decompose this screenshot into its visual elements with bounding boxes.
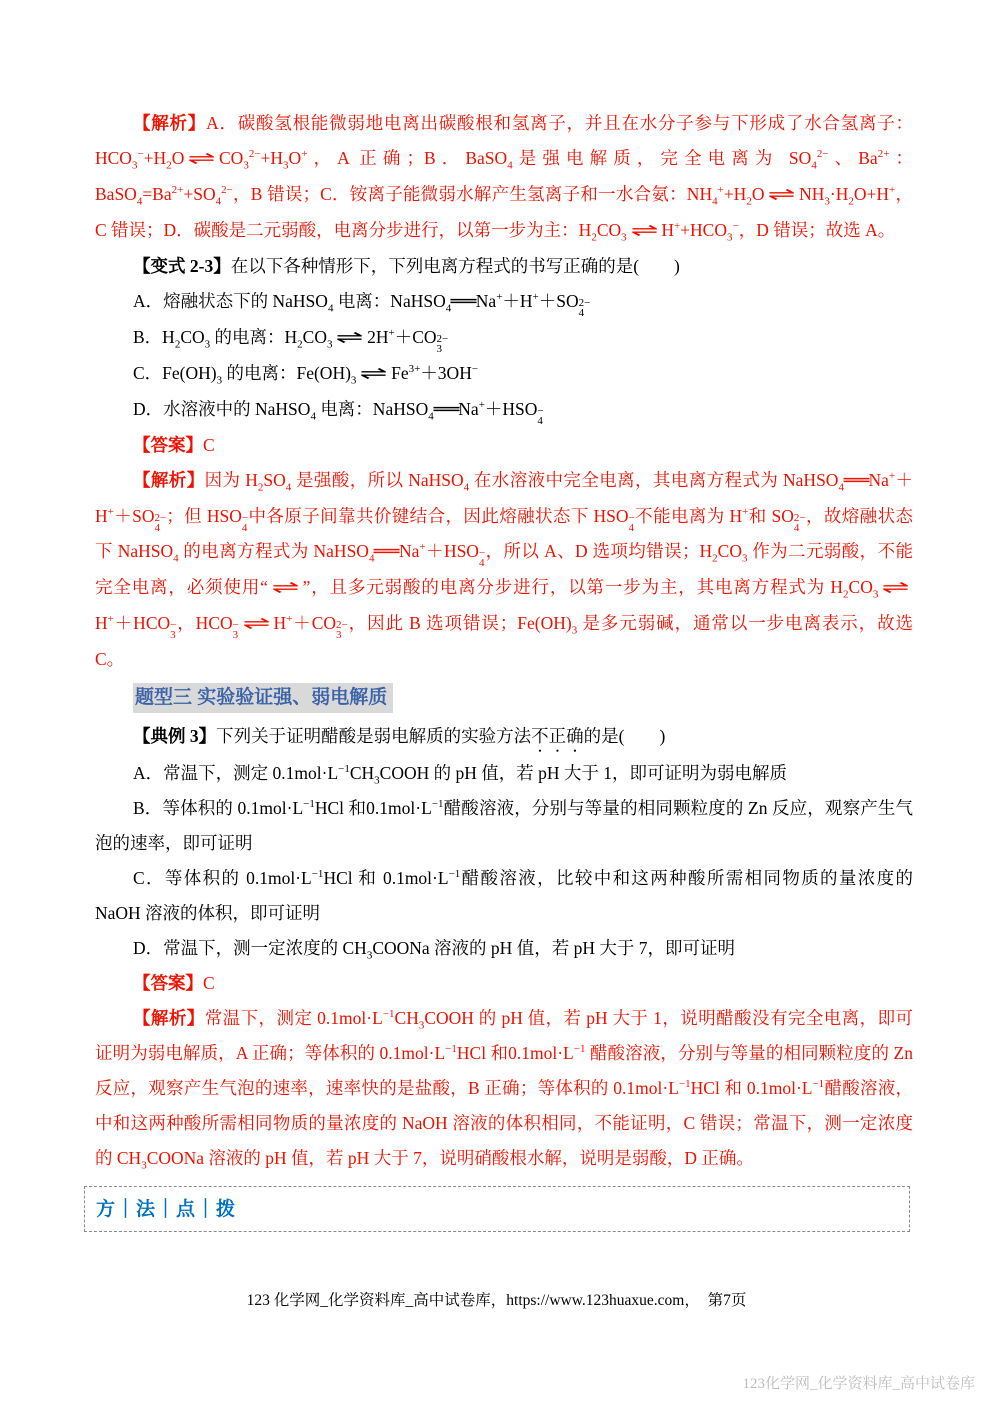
watermark: 123化学网_化学资料库_高中试卷库 <box>742 1376 975 1392</box>
example3-option-b: B．等体积的 $0.1mol\cdot L^{-1}HCl$ 和$0.1mol\cdot L^{-1}$醋酸溶液，分别与等量的相同颗粒度的 Zn 反应，观察产生气泡的速率，即可证明 <box>95 798 913 853</box>
example3-option-a: A．常温下，测定 $0.1mol\cdot L^{-1}CH_3COOH$ 的 pH 值，若 pH 大于 1，即可证明为弱电解质 <box>133 763 788 787</box>
example3-question <box>95 719 913 756</box>
analysis-text: 因为 $H_2SO_4$ 是强酸，所以 NaHSO$_4$ 在水溶液中完全电离，其电离方程式为 NaHSO$_4$═Na+＋H+＋SO 2− 4 ；但 HSO − 4 中各原子间靠共价键结合，因此熔融状态下 HSO − 4 不能电离为 H+和 SO 2− 4 ，故熔融状态下 NaHSO$_4$ 的电离方程式为 NaHSO$_4$═Na+＋HSO − 4 ，所以 A、D 选项均错误；$H_2CO_3$ 作为二元弱酸，不能完全电离，必须使用“ ⇌ ”，且多元弱酸的电离分步进行，以第一步为主，其电离方程式为 $H_2CO_3$ ⇌H+＋HCO − 3 ，HCO − 3 ⇌ H+＋CO 2− 3 ，因此 B 选项错误；$Fe(OH)_3$ 是多元弱碱，通常以一步电离表示，故选 C。 <box>95 470 914 669</box>
variant-analysis <box>95 463 913 677</box>
method-tips-box <box>84 1186 910 1232</box>
answer-value: C <box>203 435 215 455</box>
variant-question-text: 在以下各种情形下，下列电离方程式的书写正确的是( ) <box>230 256 680 276</box>
example3-option-c: C．等体积的 $0.1mol\cdot L^{-1}HCl$ 和 $0.1mol\cdot L^{-1}$醋酸溶液，比较中和这两种酸所需相同物质的量浓度的 NaOH 溶液的体积，即可证明 <box>95 868 914 923</box>
variant-option-b: B．$H_2CO_3$ 的电离：$H_2CO_3$ ⇌ 2H+＋CO 2− 3 <box>133 327 449 355</box>
example3-answer <box>95 966 913 1001</box>
analysis-label: 【解析】 <box>133 113 207 133</box>
variant-label: 【变式 2-3】 <box>133 256 231 276</box>
method-tips-title: 方｜法｜点｜拨 <box>96 1199 237 1220</box>
answer-label: 【答案】 <box>133 435 203 455</box>
analysis-label: 【解析】 <box>133 470 205 490</box>
analysis-text: A．碳酸氢根能微弱地电离出碳酸根和氢离子，并且在水分子参与下形成了水合氢离子：$HCO_3^-+H_2O$ ⇌ $CO_3^{2-}+H_3O^+$，A 正确；B．BaSO$_4$是强电解质，完全电离为 $SO_4^{2-}$、$Ba^{2+}$：$BaSO_4=Ba^{2+}+SO_4^{2-}$，B 错误；C．铵离子能微弱水解产生氢离子和一水合氨：$NH_4^++H_2O$ ⇌ $NH_3\cdot H_2O+H^+$，C 错误；D．碳酸是二元弱酸，电离分步进行，以第一步为主：$H_2CO_3$ ⇌ $H^++HCO_3^-$，D 错误；故选 A。 <box>95 113 914 244</box>
variant-option-a: A．熔融状态下的 NaHSO$_4$ 电离：NaHSO$_4$═Na+＋H+＋SO 2− 4 <box>133 291 591 319</box>
example3-question-text: 下列关于证明醋酸是弱电解质的实验方法不正确的是( ) <box>216 726 666 746</box>
variant-answer <box>95 428 913 463</box>
section-header-type3: 题型三 实验验证强、弱电解质 <box>133 683 393 713</box>
analysis-label: 【解析】 <box>133 1008 205 1028</box>
answer-label: 【答案】 <box>133 973 203 993</box>
example3-option-d: D．常温下，测一定浓度的 $CH_3COONa$ 溶液的 pH 值，若 pH 大于 7，即可证明 <box>133 938 735 962</box>
variant-question <box>95 249 913 284</box>
section-header-row <box>95 677 913 719</box>
page-footer: 123 化学网_化学资料库_高中试卷库，https://www.123huaxue.com， 第7页 <box>246 1292 747 1309</box>
variant-option-d: D．水溶液中的 NaHSO$_4$ 电离：NaHSO$_4$═Na+＋HSO − 4 <box>133 399 544 427</box>
answer-value: C <box>203 973 215 993</box>
variant-option-c: C．$Fe(OH)_3$ 的电离：$Fe(OH)_3$ ⇌ $Fe^{3+}+3OH^-$ <box>133 363 479 387</box>
example3-label: 【典例 3】 <box>133 726 217 746</box>
page-content <box>95 106 913 1232</box>
example3-analysis <box>95 1001 913 1176</box>
analysis-text: 常温下，测定 $0.1mol\cdot L^{-1}CH_3COOH$ 的 pH 值，若 pH 大于 1，说明醋酸没有完全电离，即可证明为弱电解质，A 正确；等体积的 $0.1mol\cdot L^{-1}HCl$ 和$0.1mol\cdot L^{-1}$ 醋酸溶液，分别与等量的相同颗粒度的 Zn 反应，观察产生气泡的速率，速率快的是盐酸，B 正确；等体积的 $0.1mol\cdot L^{-1}HCl$ 和 $0.1mol\cdot L^{-1}$醋酸溶液，中和这两种酸所需相同物质的量浓度的 NaOH 溶液的体积相同，不能证明，C 错误；常温下，测一定浓度的 $CH_3COONa$ 溶液的 pH 值，若 pH 大于 7，说明硝酸根水解，说明是弱酸，D 正确。 <box>95 1008 913 1172</box>
analysis-paragraph-example2 <box>95 106 913 249</box>
